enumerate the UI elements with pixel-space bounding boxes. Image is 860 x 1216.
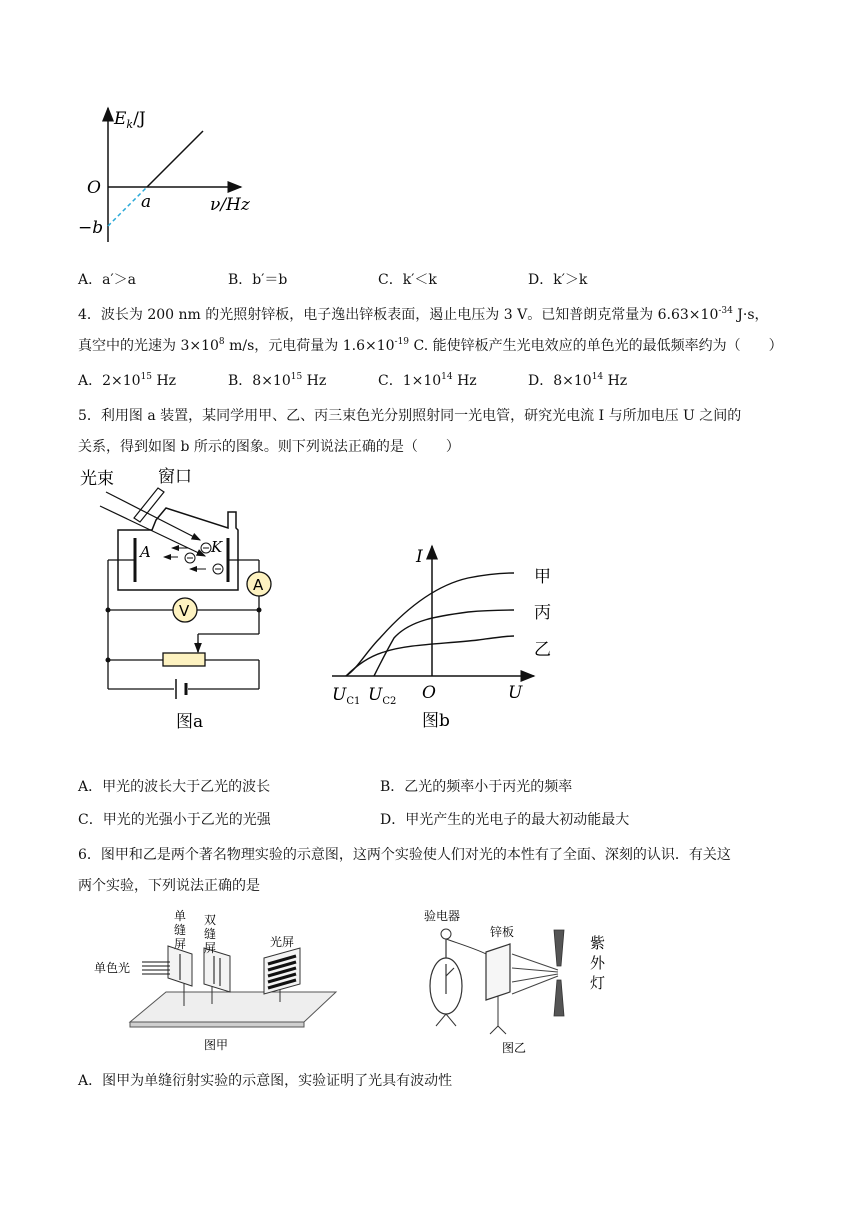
q4-option-b: B．$8\times 10^{15}$ Hz: [228, 372, 327, 389]
origin-label: O: [87, 178, 101, 198]
origin-label: O: [422, 683, 436, 703]
electroscope-leg: [436, 1014, 446, 1026]
double-slit-label: 双缝屏: [204, 913, 217, 955]
base-plate-edge: [130, 1022, 304, 1027]
x-axis-label: ν/Hz: [210, 195, 250, 215]
figure-yi-photoelectric: [420, 908, 620, 1058]
voltmeter-label: V: [179, 602, 190, 620]
junction-dot: [257, 608, 262, 613]
uv-lamp-bottom: [554, 980, 564, 1016]
q5-option-c: C．甲光的光强小于乙光的光强: [78, 812, 271, 828]
zinc-stand-foot: [498, 1026, 506, 1034]
base-plate: [130, 992, 336, 1022]
y-intercept-label: −b: [78, 218, 104, 238]
figure-jia-double-slit: [94, 906, 356, 1056]
uc1-label: $U_{C1}$: [332, 685, 361, 707]
q4-option-c: C．$1\times 10^{14}$ Hz: [378, 372, 477, 389]
i-axis-label: I: [416, 547, 423, 567]
q5-option-b: B．乙光的频率小于丙光的频率: [380, 779, 573, 795]
zinc-plate: [486, 944, 510, 1000]
light-label: 单色光: [94, 961, 131, 975]
q3-option-d: D．k′＞k: [528, 272, 588, 288]
uv-lamp-label: 紫外灯: [590, 934, 606, 992]
x-intercept-label: a: [141, 192, 152, 212]
figure-b-caption: 图b: [422, 711, 450, 731]
uc2-label: $U_{C2}$: [368, 685, 397, 707]
curve-jia: [346, 573, 514, 676]
figure-yi-caption: 图乙: [502, 1041, 527, 1055]
light-beam: [142, 962, 170, 974]
q5-option-d: D．甲光产生的光电子的最大初动能最大: [380, 812, 630, 828]
q5-line2: 关系，得到如图 b 所示的图象。则下列说法正确的是（ ）: [78, 439, 460, 455]
single-slit-label: 单缝屏: [174, 909, 187, 951]
electroscope-label: 验电器: [424, 909, 461, 923]
connecting-wire: [446, 939, 490, 956]
screen-label: 光屏: [270, 935, 295, 949]
q3-option-c: C．k′＜k: [378, 272, 437, 288]
electroscope-knob: [441, 929, 451, 939]
q3-option-a: A．a′＞a: [78, 272, 136, 288]
rheostat: [163, 653, 205, 666]
figure-a-circuit: [78, 462, 293, 737]
figure-a-caption: 图a: [176, 712, 204, 732]
q4-option-d: D．$8\times 10^{14}$ Hz: [528, 372, 628, 389]
q5-option-a: A．甲光的波长大于乙光的波长: [78, 779, 271, 795]
curve-label-jia: 甲: [534, 567, 551, 587]
junction-dot: [106, 608, 111, 613]
uv-lamp-top: [554, 930, 564, 966]
q4-line1: 4．波长为 200 nm 的光照射锌板，电子逸出锌板表面，遏止电压为 3 V。已知普朗克常量为 $6.63\times 10^{-34}$ J·s，: [78, 306, 769, 323]
light-ray: [100, 506, 205, 556]
ek-frequency-graph: [76, 100, 266, 260]
curve-yi: [346, 636, 514, 676]
q6-option-a: A．图甲为单缝衍射实验的示意图，实验证明了光具有波动性: [78, 1073, 453, 1089]
q4-option-a: A．$2\times 10^{15}$ Hz: [78, 372, 177, 389]
curve-label-yi: 乙: [534, 640, 551, 660]
q4-line2: 真空中的光速为 $3\times 10^8$ m/s，元电荷量为 $1.6\times 10^{-19}$ C. 能使锌板产生光电效应的单色光的最低频率约为（ ）: [78, 337, 783, 354]
zinc-stand-foot: [490, 1026, 498, 1034]
figure-jia-caption: 图甲: [204, 1038, 229, 1052]
u-axis-label: U: [508, 683, 523, 703]
curve-label-bing: 丙: [534, 603, 551, 623]
q6-line1: 6．图甲和乙是两个著名物理实验的示意图，这两个实验使人们对光的本性有了全面、深刻的认识．有关这: [78, 847, 731, 863]
ammeter-label: A: [253, 576, 264, 594]
junction-dot: [106, 658, 111, 663]
uv-rays: [512, 954, 558, 994]
cathode-label: K: [211, 538, 223, 556]
window-label: 窗口: [158, 467, 192, 487]
circuit-wires: [108, 560, 259, 689]
beam-label: 光束: [80, 469, 114, 489]
q3-option-b: B．b′＝b: [228, 272, 288, 288]
q6-line2: 两个实验，下列说法正确的是: [78, 878, 260, 894]
electroscope-leg: [446, 1014, 456, 1026]
zinc-label: 锌板: [490, 925, 515, 939]
figure-b-iu-curves: [328, 540, 568, 736]
q5-line1: 5．利用图 a 装置，某同学用甲、乙、丙三束色光分别照射同一光电管，研究光电流 I 与所加电压 U 之间的: [78, 408, 742, 424]
solid-line: [147, 131, 203, 187]
anode-label: A: [140, 543, 151, 561]
y-axis-label: $E_k/J$: [114, 109, 146, 131]
